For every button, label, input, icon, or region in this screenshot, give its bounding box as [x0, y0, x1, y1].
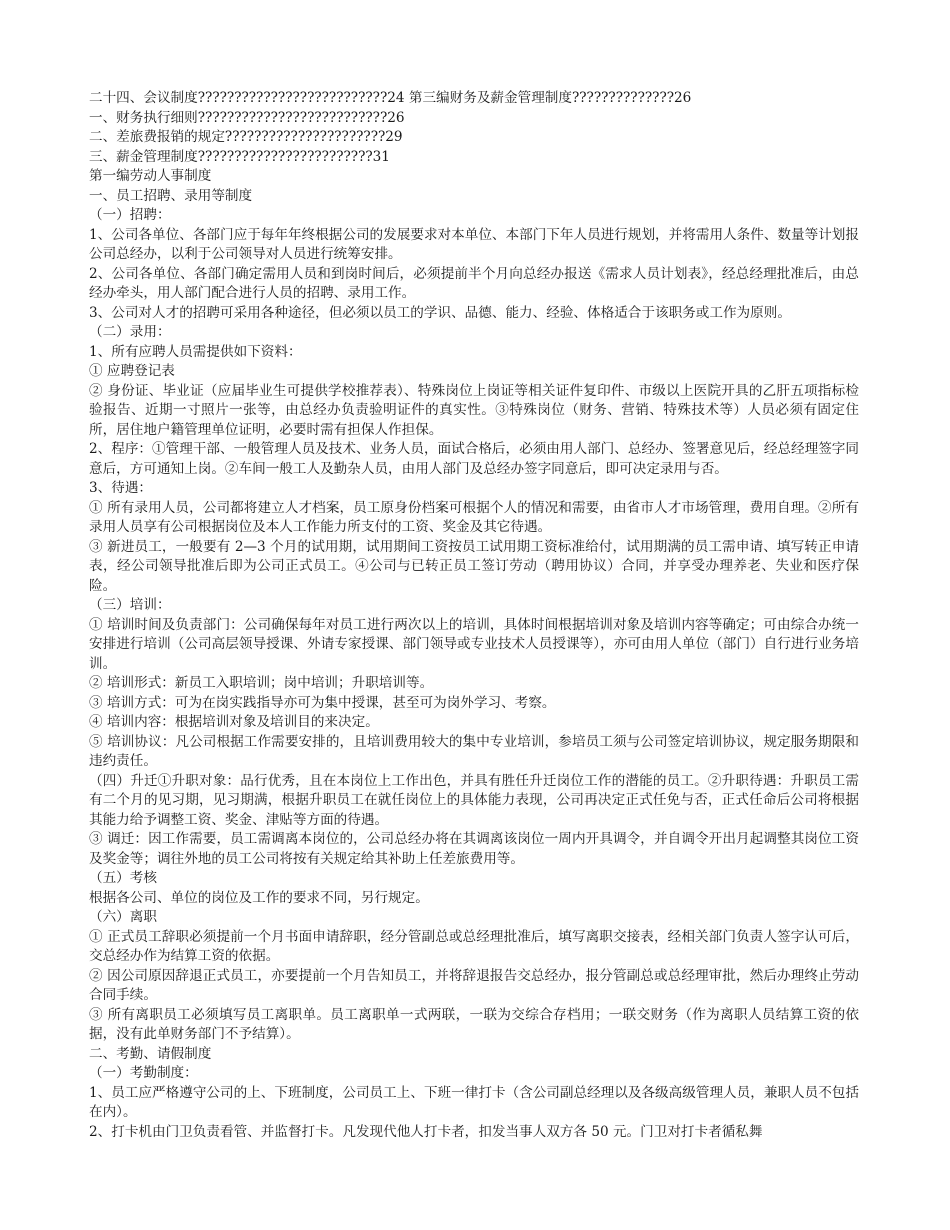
section-heading-recruitment: 一、员工招聘、录用等制度 [89, 187, 253, 204]
paragraph: ④ 培训内容：根据培训对象及培训目的来决定。 [89, 714, 379, 730]
paragraph: 2、程序：①管理干部、一般管理人员及技术、业务人员，面试合格后，必须由用人部门、总经办、签署意见后，经总经理签字同意后，方可通知上岗。②车间一般工人及勤杂人员，由用人部门及总经办签字同意后，即可决定录用与否。 [89, 441, 859, 477]
paragraph: 3、待遇： [89, 480, 153, 496]
subsection-heading-hiring: （二）录用： [89, 324, 171, 340]
paragraph: 1、员工应严格遵守公司的上、下班制度，公司员工上、下班一律打卡（含公司副总经理以及各级高级管理人员，兼职人员不包括在内）。 [89, 1084, 859, 1120]
subsection-heading-attendance: （一）考勤制度： [89, 1065, 198, 1081]
paragraph: ① 所有录用人员，公司都将建立人才档案，员工原身份档案可根据个人的情况和需要，由省市人才市场管理，费用自理。②所有录用人员享有公司根据岗位及本人工作能力所支付的工资、奖金及其它待遇。 [89, 499, 859, 535]
subsection-heading-training: （三）培训： [89, 597, 171, 613]
paragraph: ⑤ 培训协议：凡公司根据工作需要安排的，且培训费用较大的集中专业培训，参培员工须与公司签定培训协议，规定服务期限和违约责任。 [89, 733, 859, 769]
toc-line-meeting-finance: 二十四、会议制度??????????????????????????24 第三编财务及薪金管理制度??????????????26 [89, 90, 692, 106]
paragraph: 1、所有应聘人员需提供如下资料： [89, 343, 302, 360]
toc-line-travel-expense: 二、差旅费报销的规定??????????????????????29 [89, 129, 403, 145]
subsection-heading-resignation: （六）离职 [89, 909, 157, 925]
paragraph: ② 身份证、毕业证（应届毕业生可提供学校推荐表）、特殊岗位上岗证等相关证件复印件、市级以上医院开具的乙肝五项指标检验报告、近期一寸照片一张等，由总经办负责验明证件的真实性。③特殊岗位（财务、营销、特殊技术等）人员必须有固定住所，居住地户籍管理单位证明，必要时需有担保人作担保。 [89, 382, 859, 438]
paragraph: ③ 调迁：因工作需要，员工需调离本岗位的，公司总经办将在其调离该岗位一周内开具调令，并自调令开出月起调整其岗位工资及奖金等；调往外地的员工公司将按有关规定给其补助上任差旅费用等。 [89, 831, 859, 867]
document-page [89, 89, 859, 1142]
section-heading-attendance: 二、考勤、请假制度 [89, 1045, 212, 1062]
paragraph: 2、公司各单位、各部门确定需用人员和到岗时间后，必须提前半个月向总经办报送《需求人员计划表》，经总经理批准后，由总经办牵头，用人部门配合进行人员的招聘、录用工作。 [89, 265, 859, 301]
subsection-heading-assessment: （五）考核 [89, 870, 157, 886]
subsection-heading-recruit: （一）招聘： [89, 207, 171, 223]
paragraph: ① 应聘登记表 [89, 363, 175, 379]
part-heading: 第一编劳动人事制度 [89, 168, 212, 184]
paragraph: ③ 所有离职员工必须填写员工离职单。员工离职单一式两联，一联为交综合存档用；一联交财务（作为离职人员结算工资的依据，没有此单财务部门不予结算）。 [89, 1006, 859, 1042]
toc-line-finance-rules: 一、财务执行细则??????????????????????????26 [89, 109, 405, 126]
paragraph: ① 培训时间及负责部门：公司确保每年对员工进行两次以上的培训，具体时间根据培训对象及培训内容等确定；可由综合办统一安排进行培训（公司高层领导授课、外请专家授课、部门领导或专业技术人员授课等），亦可由用人单位（部门）自行进行业务培训。 [89, 616, 859, 672]
paragraph: 3、公司对人才的招聘可采用各种途径，但必须以员工的学识、品德、能力、经验、体格适合于该职务或工作为原则。 [89, 304, 791, 321]
paragraph: ③ 新进员工，一般要有 2—3 个月的试用期，试用期间工资按员工试用期工资标准给付，试用期满的员工需申请、填写转正申请表，经公司领导批准后即为公司正式员工。④公司与已转正员工签订劳动（聘用协议）合同，并享受办理养老、失业和医疗保险。 [89, 538, 859, 594]
paragraph: 根据各公司、单位的岗位及工作的要求不同，另行规定。 [89, 889, 429, 906]
paragraph: 2、打卡机由门卫负责看管、并监督打卡。凡发现代他人打卡者，扣发当事人双方各 50 元。门卫对打卡者循私舞 [89, 1123, 763, 1140]
paragraph: ② 因公司原因辞退正式员工，亦要提前一个月告知员工，并将辞退报告交总经办，报分管副总或总经理审批，然后办理终止劳动合同手续。 [89, 967, 859, 1003]
paragraph: ② 培训形式：新员工入职培训；岗中培训；升职培训等。 [89, 675, 434, 691]
paragraph: （四）升迁①升职对象：品行优秀，且在本岗位上工作出色，并具有胜任升迁岗位工作的潜能的员工。②升职待遇：升职员工需有二个月的见习期，见习期满，根据升职员工在就任岗位上的具体能力表现，公司再决定正式任免与否，正式任命后公司将根据其能力给予调整工资、奖金、津贴等方面的待遇。 [89, 772, 859, 828]
toc-line-salary: 三、薪金管理制度????????????????????????31 [89, 148, 390, 165]
paragraph: ① 正式员工辞职必须提前一个月书面申请辞职，经分管副总或总经理批准后，填写离职交接表，经相关部门负责人签字认可后，交总经办作为结算工资的依据。 [89, 928, 859, 964]
paragraph: ③ 培训方式：可为在岗实践指导亦可为集中授课，甚至可为岗外学习、考察。 [89, 694, 556, 711]
paragraph: 1、公司各单位、各部门应于每年年终根据公司的发展要求对本单位、本部门下年人员进行规划，并将需用人条件、数量等计划报公司总经办，以利于公司领导对人员进行统筹安排。 [89, 226, 859, 262]
